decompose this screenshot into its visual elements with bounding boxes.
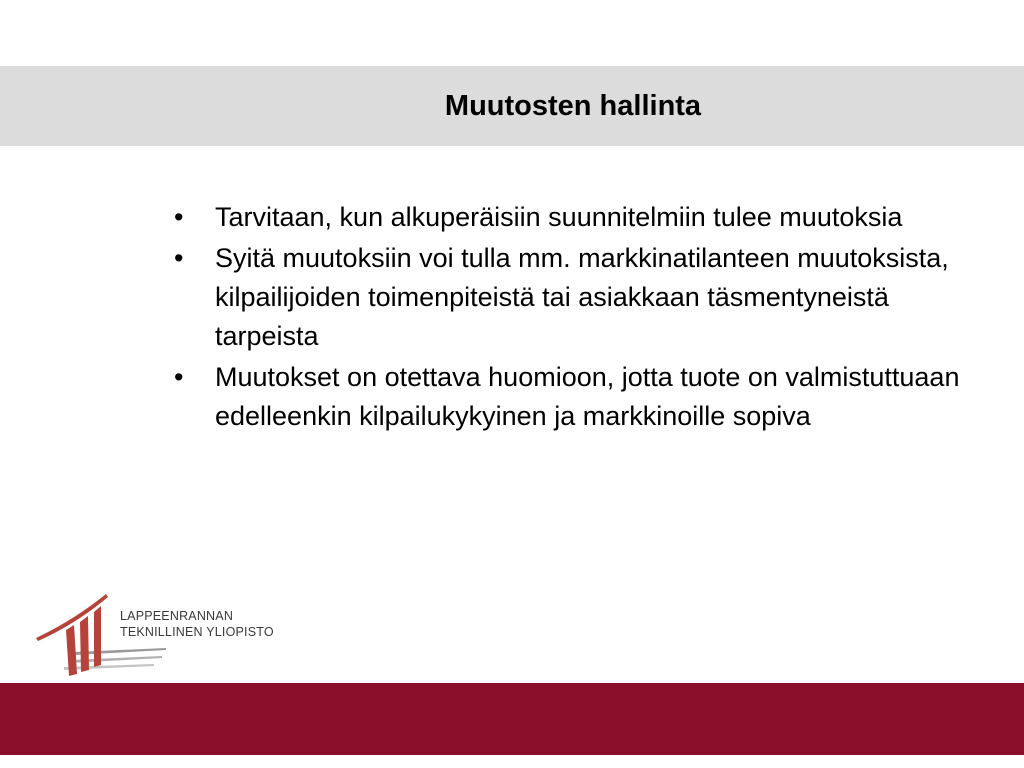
- slide-title: Muutosten hallinta: [444, 90, 702, 122]
- bullet-list: [172, 198, 962, 438]
- bullet-text: Syitä muutoksiin voi tulla mm. markkinatilanteen muutoksista, kilpailijoiden toimenpiteistä tai asiakkaan täsmentyneistä tarpeista: [215, 243, 949, 351]
- logo-text-line-1: LAPPEENRANNAN: [120, 609, 234, 623]
- bullet-item: [172, 358, 962, 436]
- logo-text-line-2: TEKNILLINEN YLIOPISTO: [120, 625, 274, 639]
- footer-band: [0, 683, 1024, 755]
- logo-text: [120, 608, 274, 640]
- bullet-marker: •: [174, 243, 184, 273]
- bullet-marker: •: [174, 362, 184, 392]
- title-band: [0, 66, 1024, 146]
- bullet-item: [172, 198, 962, 237]
- bullet-marker: •: [174, 202, 184, 232]
- bullet-text: Tarvitaan, kun alkuperäisiin suunnitelmiin tulee muutoksia: [215, 202, 903, 232]
- bullet-text: Muutokset on otettava huomioon, jotta tuote on valmistuttuaan edelleenkin kilpailukykyinen ja markkinoille sopiva: [215, 362, 960, 431]
- university-logo: [34, 590, 294, 680]
- bullet-item: [172, 239, 962, 356]
